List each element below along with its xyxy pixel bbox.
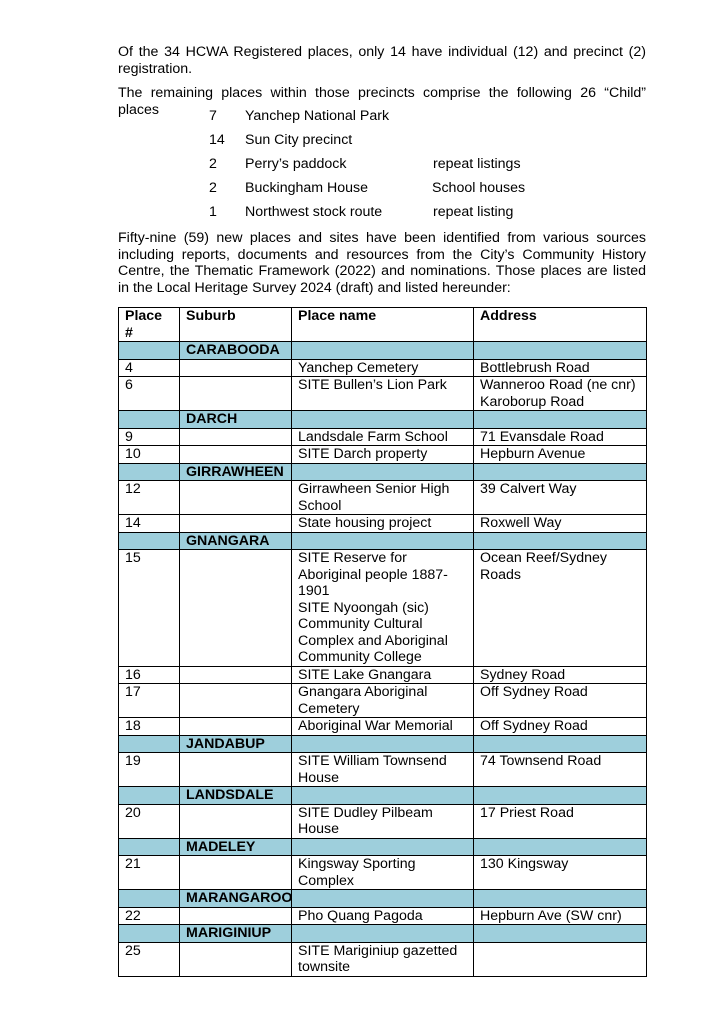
column-header-address: Address bbox=[474, 308, 647, 342]
place-number-cell: 12 bbox=[119, 481, 180, 515]
list-item-name: Yanchep National Park bbox=[245, 108, 390, 124]
address-cell: 71 Evansdale Road bbox=[474, 428, 647, 446]
place-name-cell: Aboriginal War Memorial bbox=[292, 718, 474, 736]
table-row bbox=[119, 942, 647, 976]
list-item-name: Perry’s paddock bbox=[245, 156, 347, 172]
place-name-cell: SITE Lake Gnangara bbox=[292, 666, 474, 684]
suburb-cell: MARANGAROO bbox=[180, 890, 292, 908]
place-number-cell: 9 bbox=[119, 428, 180, 446]
place-number-cell bbox=[119, 463, 180, 481]
address-cell: Wanneroo Road (ne cnr) Karoborup Road bbox=[474, 377, 647, 411]
address-cell: Hepburn Ave (SW cnr) bbox=[474, 907, 647, 925]
column-header-place-name: Place name bbox=[292, 308, 474, 342]
suburb-row bbox=[119, 787, 647, 805]
suburb-cell bbox=[180, 515, 292, 533]
suburb-row bbox=[119, 532, 647, 550]
table-row bbox=[119, 753, 647, 787]
suburb-cell bbox=[180, 377, 292, 411]
list-item-count: 1 bbox=[209, 204, 217, 220]
place-number-cell bbox=[119, 787, 180, 805]
place-name-cell: SITE Reserve for Aboriginal people 1887-1901 SITE Nyoongah (sic) Community Cultural Complex and Aboriginal Community College bbox=[292, 550, 474, 667]
place-number-cell: 18 bbox=[119, 718, 180, 736]
table-row bbox=[119, 804, 647, 838]
table-row bbox=[119, 907, 647, 925]
suburb-cell: GNANGARA bbox=[180, 532, 292, 550]
table-row bbox=[119, 666, 647, 684]
address-cell bbox=[474, 890, 647, 908]
address-cell: Bottlebrush Road bbox=[474, 359, 647, 377]
suburb-cell: JANDABUP bbox=[180, 735, 292, 753]
suburb-row bbox=[119, 735, 647, 753]
suburb-cell bbox=[180, 428, 292, 446]
address-cell: 130 Kingsway bbox=[474, 856, 647, 890]
place-name-cell: SITE Dudley Pilbeam House bbox=[292, 804, 474, 838]
suburb-cell bbox=[180, 359, 292, 377]
address-cell: Off Sydney Road bbox=[474, 718, 647, 736]
address-cell bbox=[474, 925, 647, 943]
address-cell bbox=[474, 342, 647, 360]
place-name-cell: State housing project bbox=[292, 515, 474, 533]
place-name-cell bbox=[292, 411, 474, 429]
place-name-cell: SITE Bullen’s Lion Park bbox=[292, 377, 474, 411]
place-number-cell: 19 bbox=[119, 753, 180, 787]
place-number-cell: 22 bbox=[119, 907, 180, 925]
list-item-count: 2 bbox=[209, 180, 217, 196]
list-item-note: School houses bbox=[432, 180, 526, 196]
intro-paragraph-registered: Of the 34 HCWA Registered places, only 14 have individual (12) and precinct (2) registration. bbox=[118, 44, 646, 77]
place-name-cell: SITE William Townsend House bbox=[292, 753, 474, 787]
table-row bbox=[119, 550, 647, 667]
place-number-cell bbox=[119, 838, 180, 856]
place-number-cell: 17 bbox=[119, 684, 180, 718]
place-number-cell bbox=[119, 411, 180, 429]
place-name-cell: Kingsway Sporting Complex bbox=[292, 856, 474, 890]
suburb-row bbox=[119, 838, 647, 856]
place-name-cell: Yanchep Cemetery bbox=[292, 359, 474, 377]
address-cell: 39 Calvert Way bbox=[474, 481, 647, 515]
place-number-cell: 6 bbox=[119, 377, 180, 411]
place-number-cell bbox=[119, 735, 180, 753]
place-number-cell: 4 bbox=[119, 359, 180, 377]
suburb-cell: MADELEY bbox=[180, 838, 292, 856]
address-cell bbox=[474, 838, 647, 856]
column-header-place-number: Place # bbox=[119, 308, 180, 342]
address-cell bbox=[474, 532, 647, 550]
list-item-count: 2 bbox=[209, 156, 217, 172]
address-cell bbox=[474, 411, 647, 429]
place-name-cell: SITE Mariginiup gazetted townsite bbox=[292, 942, 474, 976]
list-item-note: repeat listing bbox=[433, 204, 514, 220]
place-name-cell bbox=[292, 735, 474, 753]
table-row bbox=[119, 377, 647, 411]
column-header-suburb: Suburb bbox=[180, 308, 292, 342]
list-item-name: Northwest stock route bbox=[245, 204, 383, 220]
suburb-cell bbox=[180, 666, 292, 684]
address-cell bbox=[474, 787, 647, 805]
table-row bbox=[119, 684, 647, 718]
place-number-cell bbox=[119, 925, 180, 943]
heritage-places-table bbox=[118, 307, 647, 977]
suburb-cell bbox=[180, 684, 292, 718]
place-name-cell bbox=[292, 838, 474, 856]
place-name-cell bbox=[292, 925, 474, 943]
place-number-cell: 15 bbox=[119, 550, 180, 667]
list-item-name: Sun City precinct bbox=[245, 132, 353, 148]
intro-paragraph-new-places: Fifty-nine (59) new places and sites have been identified from various sources including reports, documents and resources from the City’s Community History Centre, the Thematic Framework (2022) and nominations. Those places are listed in the Local Heritage Survey 2024 (draft) and listed hereunder: bbox=[118, 230, 646, 296]
place-number-cell: 20 bbox=[119, 804, 180, 838]
table-row bbox=[119, 446, 647, 464]
suburb-row bbox=[119, 925, 647, 943]
suburb-cell: GIRRAWHEEN bbox=[180, 463, 292, 481]
suburb-row bbox=[119, 411, 647, 429]
table-row bbox=[119, 428, 647, 446]
list-item-note: repeat listings bbox=[433, 156, 521, 172]
list-item-count: 7 bbox=[209, 108, 217, 124]
place-name-cell: Girrawheen Senior High School bbox=[292, 481, 474, 515]
table-row bbox=[119, 515, 647, 533]
suburb-cell: LANDSDALE bbox=[180, 787, 292, 805]
suburb-row bbox=[119, 890, 647, 908]
place-number-cell bbox=[119, 532, 180, 550]
address-cell bbox=[474, 463, 647, 481]
suburb-cell bbox=[180, 446, 292, 464]
suburb-cell: DARCH bbox=[180, 411, 292, 429]
suburb-cell: MARIGINIUP bbox=[180, 925, 292, 943]
place-number-cell: 10 bbox=[119, 446, 180, 464]
place-name-cell bbox=[292, 787, 474, 805]
intro-paragraph-child-places: The remaining places within those precincts comprise the following 26 “Child” places bbox=[118, 85, 646, 118]
place-number-cell bbox=[119, 342, 180, 360]
suburb-cell bbox=[180, 753, 292, 787]
address-cell: Off Sydney Road bbox=[474, 684, 647, 718]
suburb-cell bbox=[180, 481, 292, 515]
place-name-cell bbox=[292, 342, 474, 360]
address-cell: 74 Townsend Road bbox=[474, 753, 647, 787]
place-number-cell bbox=[119, 890, 180, 908]
place-name-cell: Landsdale Farm School bbox=[292, 428, 474, 446]
suburb-cell bbox=[180, 856, 292, 890]
place-number-cell: 25 bbox=[119, 942, 180, 976]
table-row bbox=[119, 718, 647, 736]
address-cell: Roxwell Way bbox=[474, 515, 647, 533]
suburb-cell bbox=[180, 804, 292, 838]
address-cell: Sydney Road bbox=[474, 666, 647, 684]
suburb-row bbox=[119, 342, 647, 360]
suburb-cell bbox=[180, 942, 292, 976]
table-row bbox=[119, 359, 647, 377]
address-cell bbox=[474, 735, 647, 753]
address-cell: Hepburn Avenue bbox=[474, 446, 647, 464]
suburb-row bbox=[119, 463, 647, 481]
place-number-cell: 21 bbox=[119, 856, 180, 890]
list-item-name: Buckingham House bbox=[245, 180, 369, 196]
place-name-cell bbox=[292, 890, 474, 908]
suburb-cell bbox=[180, 550, 292, 667]
place-name-cell: SITE Darch property bbox=[292, 446, 474, 464]
table-body bbox=[119, 342, 647, 977]
address-cell: 17 Priest Road bbox=[474, 804, 647, 838]
place-number-cell: 14 bbox=[119, 515, 180, 533]
list-item-count: 14 bbox=[209, 132, 225, 148]
place-name-cell: Gnangara Aboriginal Cemetery bbox=[292, 684, 474, 718]
address-cell: Ocean Reef/Sydney Roads bbox=[474, 550, 647, 667]
suburb-cell bbox=[180, 718, 292, 736]
table-row bbox=[119, 481, 647, 515]
place-name-cell bbox=[292, 532, 474, 550]
place-name-cell bbox=[292, 463, 474, 481]
suburb-cell: CARABOODA bbox=[180, 342, 292, 360]
address-cell bbox=[474, 942, 647, 976]
table-header-row bbox=[119, 308, 647, 342]
place-number-cell: 16 bbox=[119, 666, 180, 684]
suburb-cell bbox=[180, 907, 292, 925]
place-name-cell: Pho Quang Pagoda bbox=[292, 907, 474, 925]
table-row bbox=[119, 856, 647, 890]
